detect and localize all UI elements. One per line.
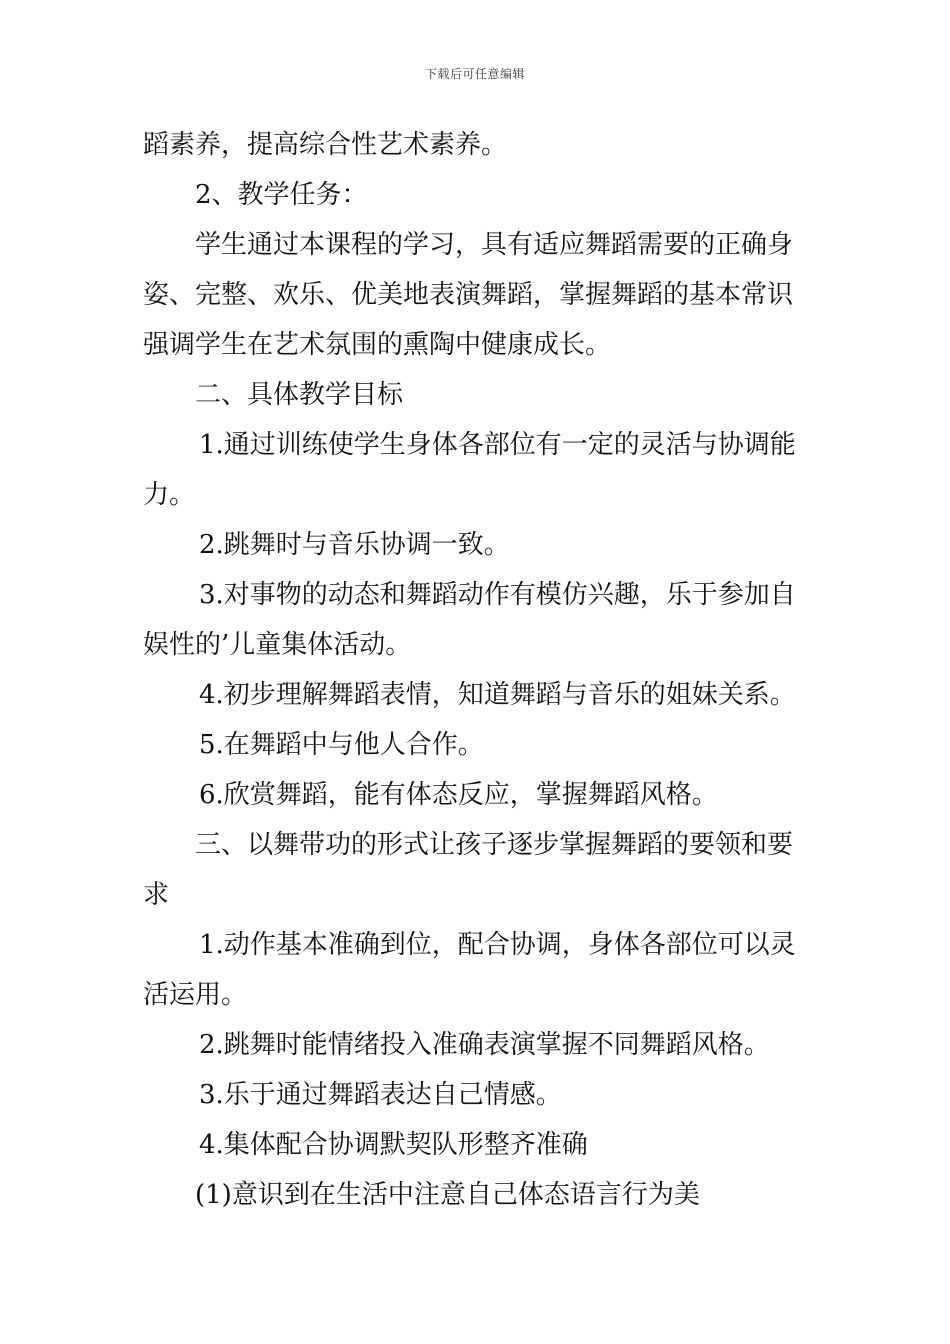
- list-item: 4.集体配合协调默契队形整齐准确: [199, 1130, 588, 1160]
- list-item: 5.在舞蹈中与他人合作。: [199, 730, 484, 760]
- document-body: [143, 120, 808, 1220]
- paragraph-line: 强调学生在艺术氛围的熏陶中健康成长。: [143, 330, 612, 360]
- section-heading: 二、具体教学目标: [195, 380, 404, 410]
- section-heading-continuation: 求: [143, 880, 170, 910]
- list-item: 2.跳舞时能情绪投入准确表演掌握不同舞蹈风格。: [199, 1030, 770, 1060]
- paragraph-line: 学生通过本课程的学习，具有适应舞蹈需要的正确身: [195, 230, 794, 260]
- list-item: 1.通过训练使学生身体各部位有一定的灵活与协调能: [199, 430, 796, 460]
- list-item: 3.对事物的动态和舞蹈动作有模仿兴趣，乐于参加自: [199, 580, 796, 610]
- list-item-continuation: 活运用。: [143, 980, 248, 1010]
- section-heading: 2、教学任务：: [195, 180, 368, 210]
- list-item: 1.动作基本准确到位，配合协调，身体各部位可以灵: [199, 930, 796, 960]
- list-item-continuation: 力。: [143, 480, 196, 510]
- list-item: 6.欣赏舞蹈，能有体态反应，掌握舞蹈风格。: [199, 780, 718, 810]
- list-item-continuation: 娱性的’儿童集体活动。: [143, 630, 412, 660]
- sub-list-item: (1)意识到在生活中注意自己体态语言行为美: [195, 1180, 700, 1210]
- page-header-note: 下载后可任意编辑: [424, 67, 525, 81]
- list-item: 3.乐于通过舞蹈表达自己情感。: [199, 1080, 562, 1110]
- paragraph-line: 蹈素养，提高综合性艺术素养。: [143, 130, 508, 160]
- section-heading: 三、以舞带功的形式让孩子逐步掌握舞蹈的要领和要: [195, 830, 794, 860]
- list-item: 4.初步理解舞蹈表情，知道舞蹈与音乐的姐妹关系。: [199, 680, 796, 710]
- paragraph-line: 姿、完整、欢乐、优美地表演舞蹈，掌握舞蹈的基本常识: [143, 280, 794, 310]
- list-item: 2.跳舞时与音乐协调一致。: [199, 530, 510, 560]
